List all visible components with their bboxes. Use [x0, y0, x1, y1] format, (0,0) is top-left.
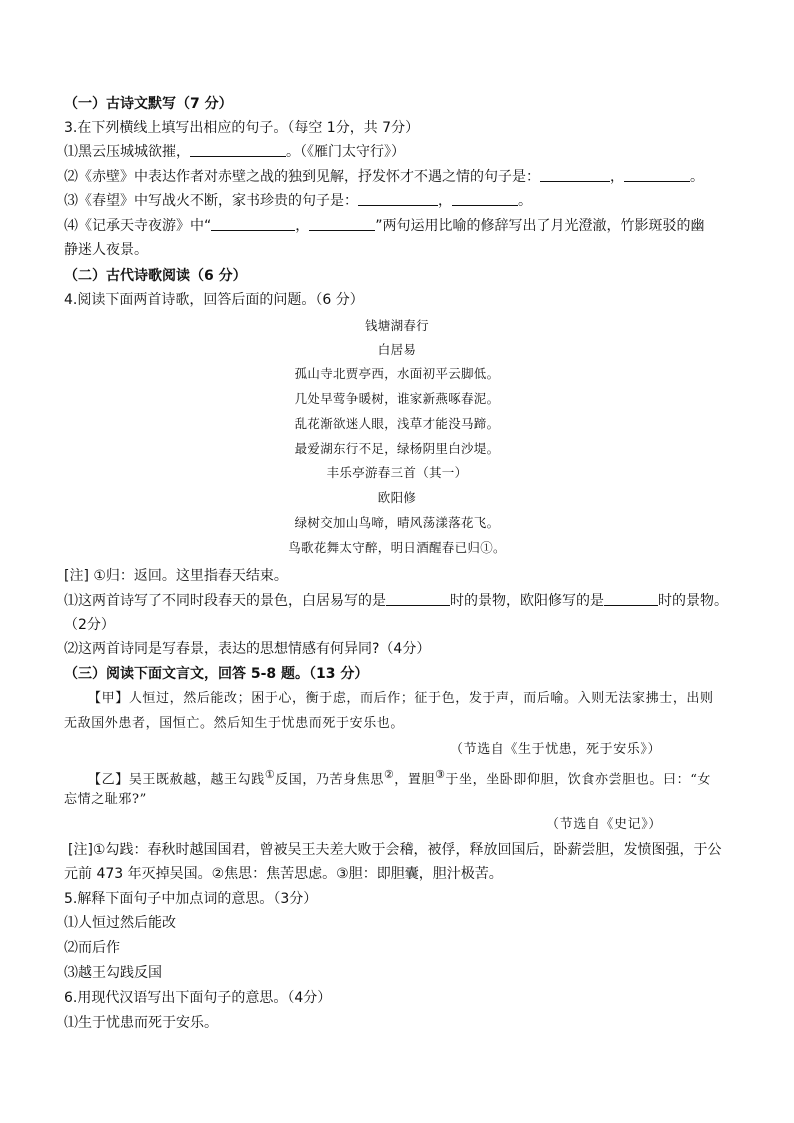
poem-1-author: 白居易: [377, 342, 417, 357]
poem-1-line: 最爱湖东行不足，绿杨阴里白沙堤。: [294, 441, 500, 456]
passage-yi-label: 【乙】: [88, 772, 129, 788]
question-6-item: ⑴生于忧患而死于安乐。: [64, 1015, 218, 1031]
item-2-text: ⑵《赤壁》中表达作者对赤壁之战的独到见解，抒发怀才不遇之情的句子是：: [64, 169, 540, 185]
poem-1-title: 钱塘湖春行: [364, 318, 429, 333]
poem-1-line: 几处早莺争暖树，谁家新燕啄春泥。: [294, 391, 500, 406]
q4-1-text: ⑴这两首诗写了不同时段春天的景色，白居易写的是: [64, 593, 386, 609]
separator: ，: [438, 193, 452, 209]
question-5-item: ⑵而后作: [64, 940, 120, 956]
item-1-source: 。（《雁门太守行》）: [286, 144, 405, 160]
question-3-item-2: [64, 167, 704, 187]
period: 。: [518, 193, 532, 209]
poem-2-title: 丰乐亭游春三首（其一）: [326, 465, 468, 480]
question-3-title: 3.在下列横线上填写出相应的句子。（每空 1分，共 7分）: [64, 120, 420, 136]
separator: ，: [610, 169, 624, 185]
question-3-item-1: [64, 142, 405, 162]
passage-yi-line-2: 忘情之耻邪?”: [64, 792, 147, 807]
question-4-2: ⑵这两首诗同是写春景，表达的思想情感有何异同?（4分）: [64, 641, 431, 657]
poem-note: [注] ①归：返回。这里指春天结束。: [64, 568, 288, 584]
answer-blank[interactable]: [386, 591, 450, 606]
footnote-mark: ①: [264, 768, 276, 781]
footnote-mark: ②: [383, 768, 395, 781]
poem-2-line: 绿树交加山鸟啼，晴风荡漾落花飞。: [294, 515, 500, 530]
poem-2-line: 鸟歌花舞太守醉，明日酒醒春已归①。: [288, 540, 506, 555]
separator: ，: [295, 218, 310, 234]
question-4-1-points: （2分）: [64, 617, 115, 633]
passage-jia-line-1: [88, 689, 714, 709]
question-3-item-4: [64, 216, 705, 236]
question-3-item-4-cont: 静迷人夜景。: [64, 242, 148, 258]
passage-yi-text: 于坐，坐卧即仰胆，饮食亦尝胆也。曰：“女: [445, 772, 712, 788]
question-5-item: ⑴人恒过然后能改: [64, 915, 176, 931]
question-5-title: 5.解释下面句子中加点词的意思。（3分）: [64, 891, 318, 907]
section-heading-1: （一）古诗文默写（7 分）: [64, 96, 233, 112]
footnote-mark: ③: [435, 768, 446, 781]
poem-1-line: 孤山寺北贾亭西，水面初平云脚低。: [294, 366, 500, 381]
poem-2-author: 欧阳修: [377, 490, 417, 505]
passage-yi-text: 吴王既赦越，越王勾践: [128, 772, 265, 788]
passage-yi-source: （节选自《史记》）: [546, 817, 662, 832]
question-5-item: ⑶越王勾践反国: [64, 965, 162, 981]
question-4-title: 4.阅读下面两首诗歌，回答后面的问题。（6 分）: [64, 292, 364, 308]
answer-blank[interactable]: [190, 142, 286, 157]
answer-blank[interactable]: [540, 167, 610, 182]
passage-jia-line-2: 无敌国外患者，国恒亡。然后知生于忧患而死于安乐也。: [64, 716, 405, 731]
passage-jia-label: 【甲】: [88, 691, 129, 706]
passage-note-line-2: 元前 473 年灭掉吴国。②焦思：焦苦思虑。③胆：即胆囊，胆汁极苦。: [64, 866, 503, 882]
section-heading-3: （三）阅读下面文言文，回答 5-8 题。（13 分）: [64, 666, 369, 682]
answer-blank[interactable]: [452, 191, 518, 206]
passage-yi-text: ，置胆: [394, 772, 436, 788]
item-4-text-end: ”两句运用比喻的修辞写出了月光澄澈，竹影斑驳的幽: [375, 218, 705, 234]
q4-1-text: 时的景物。: [658, 593, 728, 609]
answer-blank[interactable]: [604, 591, 658, 606]
section-heading-2: （二）古代诗歌阅读（6 分）: [64, 268, 247, 284]
question-3-item-3: [64, 191, 532, 211]
answer-blank[interactable]: [624, 167, 690, 182]
item-1-text: ⑴黑云压城城欲摧，: [64, 144, 190, 160]
q4-1-text: 时的景物，欧阳修写的是: [450, 593, 604, 609]
passage-yi-text: 反国，乃苦身焦思: [275, 772, 384, 788]
answer-blank[interactable]: [309, 216, 375, 231]
period: 。: [690, 169, 704, 185]
item-3-text: ⑶《春望》中写战火不断，家书珍贵的句子是：: [64, 193, 358, 209]
answer-blank[interactable]: [358, 191, 438, 206]
question-4-1: [64, 591, 728, 611]
passage-jia-source: （节选自《生于忧患，死于安乐》）: [450, 742, 662, 757]
item-4-text: ⑷《记承天寺夜游》中“: [64, 218, 212, 234]
passage-jia-text: 人恒过，然后能改；困于心，衡于虑，而后作；征于色，发于声，而后喻。入则无法家拂士，出则: [128, 691, 714, 706]
passage-note-line-1: [注]①勾践：春秋时越国国君，曾被吴王夫差大败于会稽，被俘，释放回国后，卧薪尝胆，发愤图强，于公: [68, 842, 722, 858]
question-6-title: 6.用现代汉语写出下面句子的意思。（4分）: [64, 990, 332, 1006]
answer-blank[interactable]: [211, 216, 295, 231]
poem-1-line: 乱花渐欲迷人眼，浅草才能没马蹄。: [294, 416, 500, 431]
passage-yi-line-1: [88, 765, 711, 790]
